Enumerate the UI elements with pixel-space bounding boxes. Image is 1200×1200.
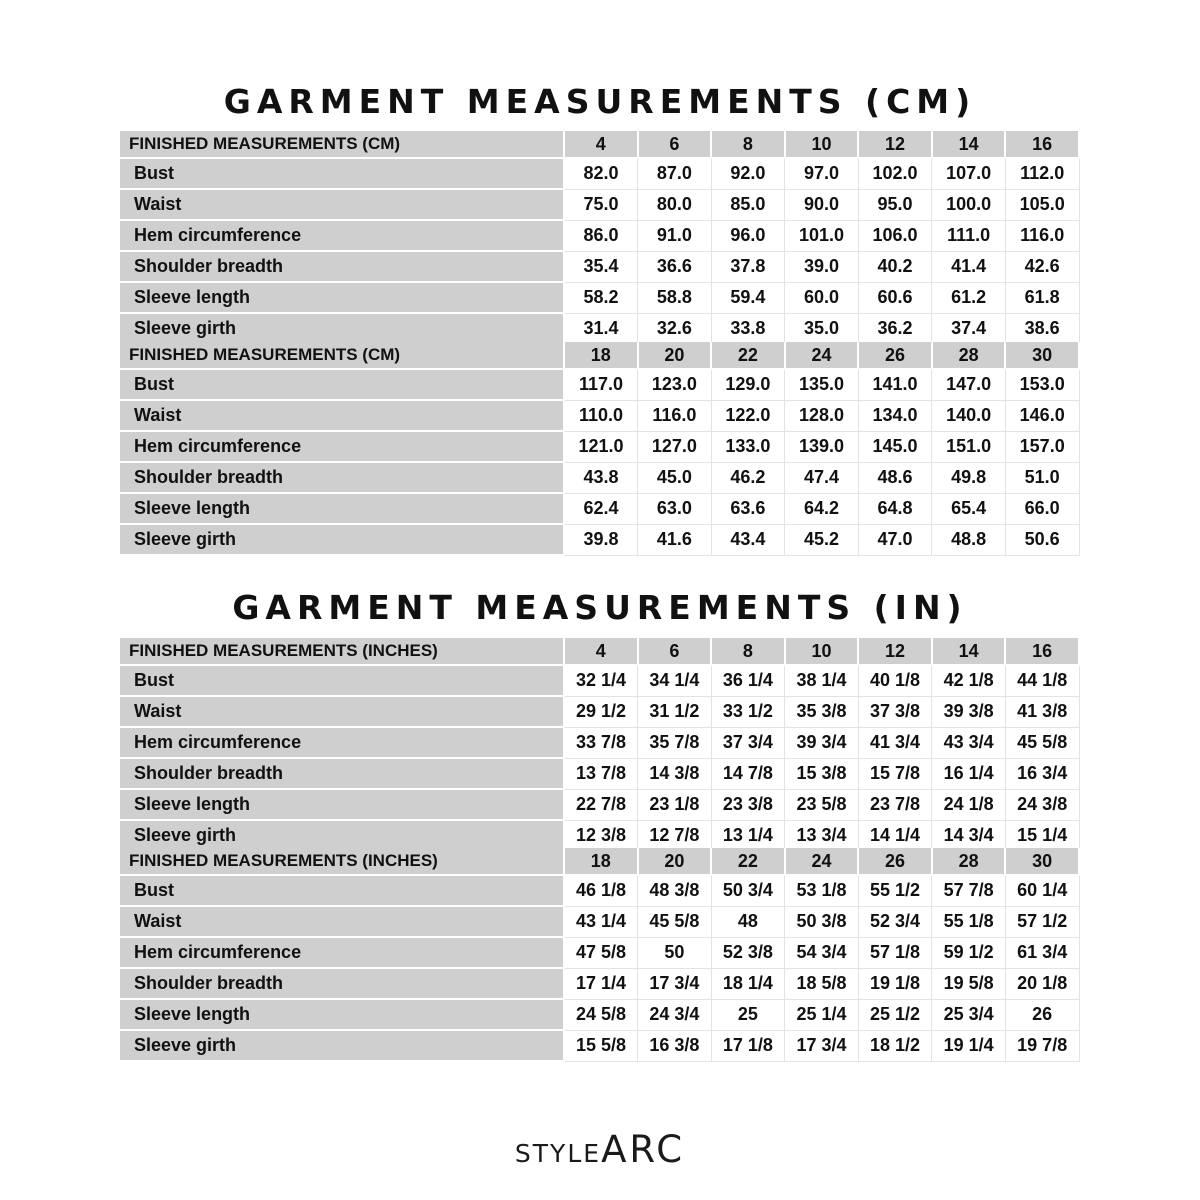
- measurement-cell: 16 3/4: [1005, 758, 1079, 789]
- table-row: [120, 313, 1079, 344]
- measurement-cell: 24 3/8: [1005, 789, 1079, 820]
- measurement-cell: 44 1/8: [1005, 665, 1079, 696]
- measurement-cell: 29 1/2: [564, 696, 638, 727]
- measurement-cell: 134.0: [858, 400, 932, 431]
- size-header-cell: 18: [564, 342, 638, 369]
- measurement-cell: 61 3/4: [1005, 937, 1079, 968]
- row-label: Hem circumference: [120, 937, 564, 968]
- size-header-cell: 16: [1005, 638, 1079, 665]
- measurement-cell: 105.0: [1005, 189, 1079, 220]
- measurement-cell: 129.0: [711, 369, 785, 400]
- table-row: [120, 937, 1079, 968]
- measurement-cell: 50 3/8: [785, 906, 859, 937]
- measurement-cell: 15 1/4: [1005, 820, 1079, 851]
- measurement-cell: 17 1/4: [564, 968, 638, 999]
- measurement-cell: 17 1/8: [711, 1030, 785, 1061]
- measurement-cell: 37 3/8: [858, 696, 932, 727]
- inches-section-title: GARMENT MEASUREMENTS (IN): [232, 588, 968, 627]
- table-row: [120, 999, 1079, 1030]
- measurement-cell: 61.2: [932, 282, 1006, 313]
- table-row: [120, 906, 1079, 937]
- measurement-cell: 14 3/4: [932, 820, 1006, 851]
- measurement-cell: 19 1/8: [858, 968, 932, 999]
- table-row: [120, 524, 1079, 555]
- measurement-cell: 34 1/4: [638, 665, 712, 696]
- measurement-cell: 80.0: [638, 189, 712, 220]
- measurement-cell: 100.0: [932, 189, 1006, 220]
- measurement-cell: 49.8: [932, 462, 1006, 493]
- measurement-cell: 40.2: [858, 251, 932, 282]
- measurement-cell: 26: [1005, 999, 1079, 1030]
- measurement-cell: 133.0: [711, 431, 785, 462]
- size-header-cell: 12: [858, 638, 932, 665]
- row-label: Bust: [120, 875, 564, 906]
- measurement-cell: 25 1/4: [785, 999, 859, 1030]
- measurement-cell: 45.0: [638, 462, 712, 493]
- table-header-row: [120, 131, 1079, 158]
- header-label: FINISHED MEASUREMENTS (CM): [120, 131, 564, 158]
- measurement-cell: 97.0: [785, 158, 859, 189]
- size-header-cell: 8: [711, 131, 785, 158]
- measurement-cell: 92.0: [711, 158, 785, 189]
- measurement-cell: 15 7/8: [858, 758, 932, 789]
- table-row: [120, 665, 1079, 696]
- row-label: Hem circumference: [120, 220, 564, 251]
- row-label: Bust: [120, 369, 564, 400]
- measurement-cell: 75.0: [564, 189, 638, 220]
- measurement-cell: 127.0: [638, 431, 712, 462]
- measurement-cell: 50: [638, 937, 712, 968]
- table-row: [120, 727, 1079, 758]
- measurement-cell: 45 5/8: [1005, 727, 1079, 758]
- row-label: Shoulder breadth: [120, 462, 564, 493]
- size-header-cell: 18: [564, 848, 638, 875]
- row-label: Waist: [120, 696, 564, 727]
- row-label: Sleeve length: [120, 999, 564, 1030]
- measurement-cell: 18 1/2: [858, 1030, 932, 1061]
- row-label: Bust: [120, 665, 564, 696]
- table-row: [120, 820, 1079, 851]
- size-header-cell: 24: [785, 342, 859, 369]
- measurement-cell: 13 1/4: [711, 820, 785, 851]
- measurement-cell: 111.0: [932, 220, 1006, 251]
- measurement-cell: 18 5/8: [785, 968, 859, 999]
- measurement-cell: 43.8: [564, 462, 638, 493]
- measurement-cell: 35.0: [785, 313, 859, 344]
- measurement-cell: 35 3/8: [785, 696, 859, 727]
- measurement-cell: 33 1/2: [711, 696, 785, 727]
- measurement-cell: 140.0: [932, 400, 1006, 431]
- measurement-cell: 147.0: [932, 369, 1006, 400]
- measurement-cell: 85.0: [711, 189, 785, 220]
- measurement-cell: 13 3/4: [785, 820, 859, 851]
- measurement-cell: 50.6: [1005, 524, 1079, 555]
- measurement-cell: 15 5/8: [564, 1030, 638, 1061]
- measurement-cell: 16 1/4: [932, 758, 1006, 789]
- measurement-cell: 47.4: [785, 462, 859, 493]
- measurement-cell: 23 3/8: [711, 789, 785, 820]
- measurement-cell: 139.0: [785, 431, 859, 462]
- measurement-cell: 32 1/4: [564, 665, 638, 696]
- measurement-cell: 60.6: [858, 282, 932, 313]
- measurement-cell: 19 7/8: [1005, 1030, 1079, 1061]
- measurement-cell: 37.4: [932, 313, 1006, 344]
- inches-measurements-table-sizes-18-30: [120, 848, 1080, 1062]
- measurement-cell: 101.0: [785, 220, 859, 251]
- measurement-cell: 116.0: [638, 400, 712, 431]
- measurement-cell: 106.0: [858, 220, 932, 251]
- measurement-cell: 17 3/4: [785, 1030, 859, 1061]
- size-header-cell: 26: [858, 342, 932, 369]
- measurement-cell: 91.0: [638, 220, 712, 251]
- cm-section-title: GARMENT MEASUREMENTS (CM): [223, 82, 977, 121]
- measurement-cell: 13 7/8: [564, 758, 638, 789]
- measurement-cell: 50 3/4: [711, 875, 785, 906]
- measurement-cell: 62.4: [564, 493, 638, 524]
- measurement-cell: 43.4: [711, 524, 785, 555]
- measurement-cell: 46 1/8: [564, 875, 638, 906]
- row-label: Sleeve length: [120, 493, 564, 524]
- size-header-cell: 10: [785, 131, 859, 158]
- table-row: [120, 158, 1079, 189]
- measurement-cell: 51.0: [1005, 462, 1079, 493]
- size-header-cell: 24: [785, 848, 859, 875]
- table-row: [120, 431, 1079, 462]
- row-label: Bust: [120, 158, 564, 189]
- measurement-cell: 112.0: [1005, 158, 1079, 189]
- measurement-cell: 37 3/4: [711, 727, 785, 758]
- size-header-cell: 4: [564, 638, 638, 665]
- measurement-cell: 116.0: [1005, 220, 1079, 251]
- measurement-cell: 60.0: [785, 282, 859, 313]
- row-label: Sleeve girth: [120, 1030, 564, 1061]
- measurement-cell: 33 7/8: [564, 727, 638, 758]
- size-header-cell: 6: [638, 131, 712, 158]
- measurement-cell: 42 1/8: [932, 665, 1006, 696]
- size-header-cell: 16: [1005, 131, 1079, 158]
- measurement-cell: 19 5/8: [932, 968, 1006, 999]
- measurement-cell: 16 3/8: [638, 1030, 712, 1061]
- measurement-cell: 32.6: [638, 313, 712, 344]
- measurement-cell: 20 1/8: [1005, 968, 1079, 999]
- measurement-cell: 54 3/4: [785, 937, 859, 968]
- measurement-cell: 33.8: [711, 313, 785, 344]
- row-label: Waist: [120, 189, 564, 220]
- measurement-cell: 46.2: [711, 462, 785, 493]
- measurement-cell: 57 7/8: [932, 875, 1006, 906]
- size-header-cell: 22: [711, 848, 785, 875]
- measurement-cell: 14 3/8: [638, 758, 712, 789]
- size-header-cell: 30: [1005, 848, 1079, 875]
- measurement-cell: 64.2: [785, 493, 859, 524]
- measurement-cell: 22 7/8: [564, 789, 638, 820]
- table-row: [120, 968, 1079, 999]
- row-label: Shoulder breadth: [120, 968, 564, 999]
- measurement-cell: 48 3/8: [638, 875, 712, 906]
- measurement-cell: 31 1/2: [638, 696, 712, 727]
- measurement-cell: 55 1/2: [858, 875, 932, 906]
- size-header-cell: 14: [932, 638, 1006, 665]
- measurement-cell: 25 1/2: [858, 999, 932, 1030]
- row-label: Sleeve girth: [120, 313, 564, 344]
- measurement-cell: 61.8: [1005, 282, 1079, 313]
- table-row: [120, 789, 1079, 820]
- measurement-cell: 25 3/4: [932, 999, 1006, 1030]
- row-label: Sleeve girth: [120, 820, 564, 851]
- measurement-cell: 25: [711, 999, 785, 1030]
- row-label: Waist: [120, 400, 564, 431]
- size-header-cell: 20: [638, 848, 712, 875]
- row-label: Waist: [120, 906, 564, 937]
- measurement-cell: 66.0: [1005, 493, 1079, 524]
- measurement-cell: 39 3/8: [932, 696, 1006, 727]
- measurement-cell: 122.0: [711, 400, 785, 431]
- size-header-cell: 30: [1005, 342, 1079, 369]
- measurement-cell: 86.0: [564, 220, 638, 251]
- measurement-cell: 48.6: [858, 462, 932, 493]
- measurement-cell: 23 7/8: [858, 789, 932, 820]
- measurement-cell: 24 3/4: [638, 999, 712, 1030]
- row-label: Hem circumference: [120, 431, 564, 462]
- measurement-cell: 65.4: [932, 493, 1006, 524]
- measurement-cell: 141.0: [858, 369, 932, 400]
- measurement-cell: 15 3/8: [785, 758, 859, 789]
- measurement-cell: 18 1/4: [711, 968, 785, 999]
- measurement-cell: 19 1/4: [932, 1030, 1006, 1061]
- measurement-cell: 45.2: [785, 524, 859, 555]
- table-row: [120, 758, 1079, 789]
- measurement-cell: 117.0: [564, 369, 638, 400]
- measurement-cell: 23 5/8: [785, 789, 859, 820]
- measurement-cell: 95.0: [858, 189, 932, 220]
- size-header-cell: 12: [858, 131, 932, 158]
- measurement-cell: 146.0: [1005, 400, 1079, 431]
- brand-logo: [0, 1128, 1200, 1171]
- size-header-cell: 8: [711, 638, 785, 665]
- table-header-row: [120, 638, 1079, 665]
- measurement-cell: 153.0: [1005, 369, 1079, 400]
- table-row: [120, 282, 1079, 313]
- measurement-cell: 87.0: [638, 158, 712, 189]
- row-label: Shoulder breadth: [120, 251, 564, 282]
- measurement-cell: 63.0: [638, 493, 712, 524]
- table-row: [120, 875, 1079, 906]
- measurement-cell: 145.0: [858, 431, 932, 462]
- table-header-row: [120, 848, 1079, 875]
- table-row: [120, 189, 1079, 220]
- table-row: [120, 369, 1079, 400]
- measurement-cell: 45 5/8: [638, 906, 712, 937]
- measurement-cell: 12 3/8: [564, 820, 638, 851]
- size-header-cell: 20: [638, 342, 712, 369]
- measurement-cell: 157.0: [1005, 431, 1079, 462]
- table-row: [120, 1030, 1079, 1061]
- measurement-cell: 57 1/2: [1005, 906, 1079, 937]
- brand-logo-arc: ARC: [601, 1128, 686, 1171]
- size-header-cell: 28: [932, 342, 1006, 369]
- measurement-cell: 23 1/8: [638, 789, 712, 820]
- measurement-cell: 41 3/4: [858, 727, 932, 758]
- measurement-cell: 52 3/4: [858, 906, 932, 937]
- measurement-cell: 35 7/8: [638, 727, 712, 758]
- measurement-cell: 52 3/8: [711, 937, 785, 968]
- measurement-cell: 90.0: [785, 189, 859, 220]
- table-row: [120, 220, 1079, 251]
- measurement-cell: 48.8: [932, 524, 1006, 555]
- header-label: FINISHED MEASUREMENTS (CM): [120, 342, 564, 369]
- measurement-cell: 41.6: [638, 524, 712, 555]
- measurement-cell: 31.4: [564, 313, 638, 344]
- measurement-cell: 42.6: [1005, 251, 1079, 282]
- table-header-row: [120, 342, 1079, 369]
- measurement-cell: 121.0: [564, 431, 638, 462]
- table-row: [120, 400, 1079, 431]
- measurement-cell: 123.0: [638, 369, 712, 400]
- size-header-cell: 26: [858, 848, 932, 875]
- measurement-cell: 59 1/2: [932, 937, 1006, 968]
- measurement-cell: 43 3/4: [932, 727, 1006, 758]
- measurement-cell: 58.8: [638, 282, 712, 313]
- measurement-cell: 14 7/8: [711, 758, 785, 789]
- measurement-cell: 38.6: [1005, 313, 1079, 344]
- measurement-cell: 14 1/4: [858, 820, 932, 851]
- measurement-cell: 36.2: [858, 313, 932, 344]
- measurement-cell: 96.0: [711, 220, 785, 251]
- measurement-cell: 39 3/4: [785, 727, 859, 758]
- brand-logo-style: STYLE: [514, 1139, 602, 1168]
- table-row: [120, 696, 1079, 727]
- measurement-cell: 41.4: [932, 251, 1006, 282]
- measurement-cell: 36.6: [638, 251, 712, 282]
- table-row: [120, 251, 1079, 282]
- measurement-cell: 39.0: [785, 251, 859, 282]
- size-header-cell: 28: [932, 848, 1006, 875]
- measurement-cell: 47 5/8: [564, 937, 638, 968]
- measurement-cell: 24 5/8: [564, 999, 638, 1030]
- row-label: Sleeve length: [120, 789, 564, 820]
- table-row: [120, 462, 1079, 493]
- measurement-cell: 38 1/4: [785, 665, 859, 696]
- measurement-cell: 55 1/8: [932, 906, 1006, 937]
- measurement-cell: 43 1/4: [564, 906, 638, 937]
- measurement-cell: 107.0: [932, 158, 1006, 189]
- header-label: FINISHED MEASUREMENTS (INCHES): [120, 638, 564, 665]
- measurement-cell: 39.8: [564, 524, 638, 555]
- header-label: FINISHED MEASUREMENTS (INCHES): [120, 848, 564, 875]
- size-header-cell: 14: [932, 131, 1006, 158]
- measurement-cell: 63.6: [711, 493, 785, 524]
- size-header-cell: 10: [785, 638, 859, 665]
- row-label: Sleeve length: [120, 282, 564, 313]
- measurement-cell: 17 3/4: [638, 968, 712, 999]
- measurement-cell: 24 1/8: [932, 789, 1006, 820]
- row-label: Sleeve girth: [120, 524, 564, 555]
- cm-measurements-table-sizes-4-16: [120, 131, 1080, 345]
- size-header-cell: 22: [711, 342, 785, 369]
- cm-measurements-table-sizes-18-30: [120, 342, 1080, 556]
- measurement-cell: 35.4: [564, 251, 638, 282]
- measurement-cell: 110.0: [564, 400, 638, 431]
- measurement-cell: 64.8: [858, 493, 932, 524]
- measurement-cell: 57 1/8: [858, 937, 932, 968]
- measurement-cell: 151.0: [932, 431, 1006, 462]
- measurement-cell: 82.0: [564, 158, 638, 189]
- measurement-cell: 102.0: [858, 158, 932, 189]
- measurement-cell: 59.4: [711, 282, 785, 313]
- measurement-cell: 135.0: [785, 369, 859, 400]
- size-header-cell: 4: [564, 131, 638, 158]
- measurement-cell: 36 1/4: [711, 665, 785, 696]
- measurement-cell: 60 1/4: [1005, 875, 1079, 906]
- measurement-cell: 41 3/8: [1005, 696, 1079, 727]
- measurement-cell: 58.2: [564, 282, 638, 313]
- measurement-cell: 47.0: [858, 524, 932, 555]
- measurement-cell: 48: [711, 906, 785, 937]
- size-header-cell: 6: [638, 638, 712, 665]
- measurement-cell: 128.0: [785, 400, 859, 431]
- row-label: Hem circumference: [120, 727, 564, 758]
- inches-measurements-table-sizes-4-16: [120, 638, 1080, 852]
- measurement-cell: 37.8: [711, 251, 785, 282]
- table-row: [120, 493, 1079, 524]
- row-label: Shoulder breadth: [120, 758, 564, 789]
- measurement-cell: 40 1/8: [858, 665, 932, 696]
- measurement-cell: 53 1/8: [785, 875, 859, 906]
- measurement-cell: 12 7/8: [638, 820, 712, 851]
